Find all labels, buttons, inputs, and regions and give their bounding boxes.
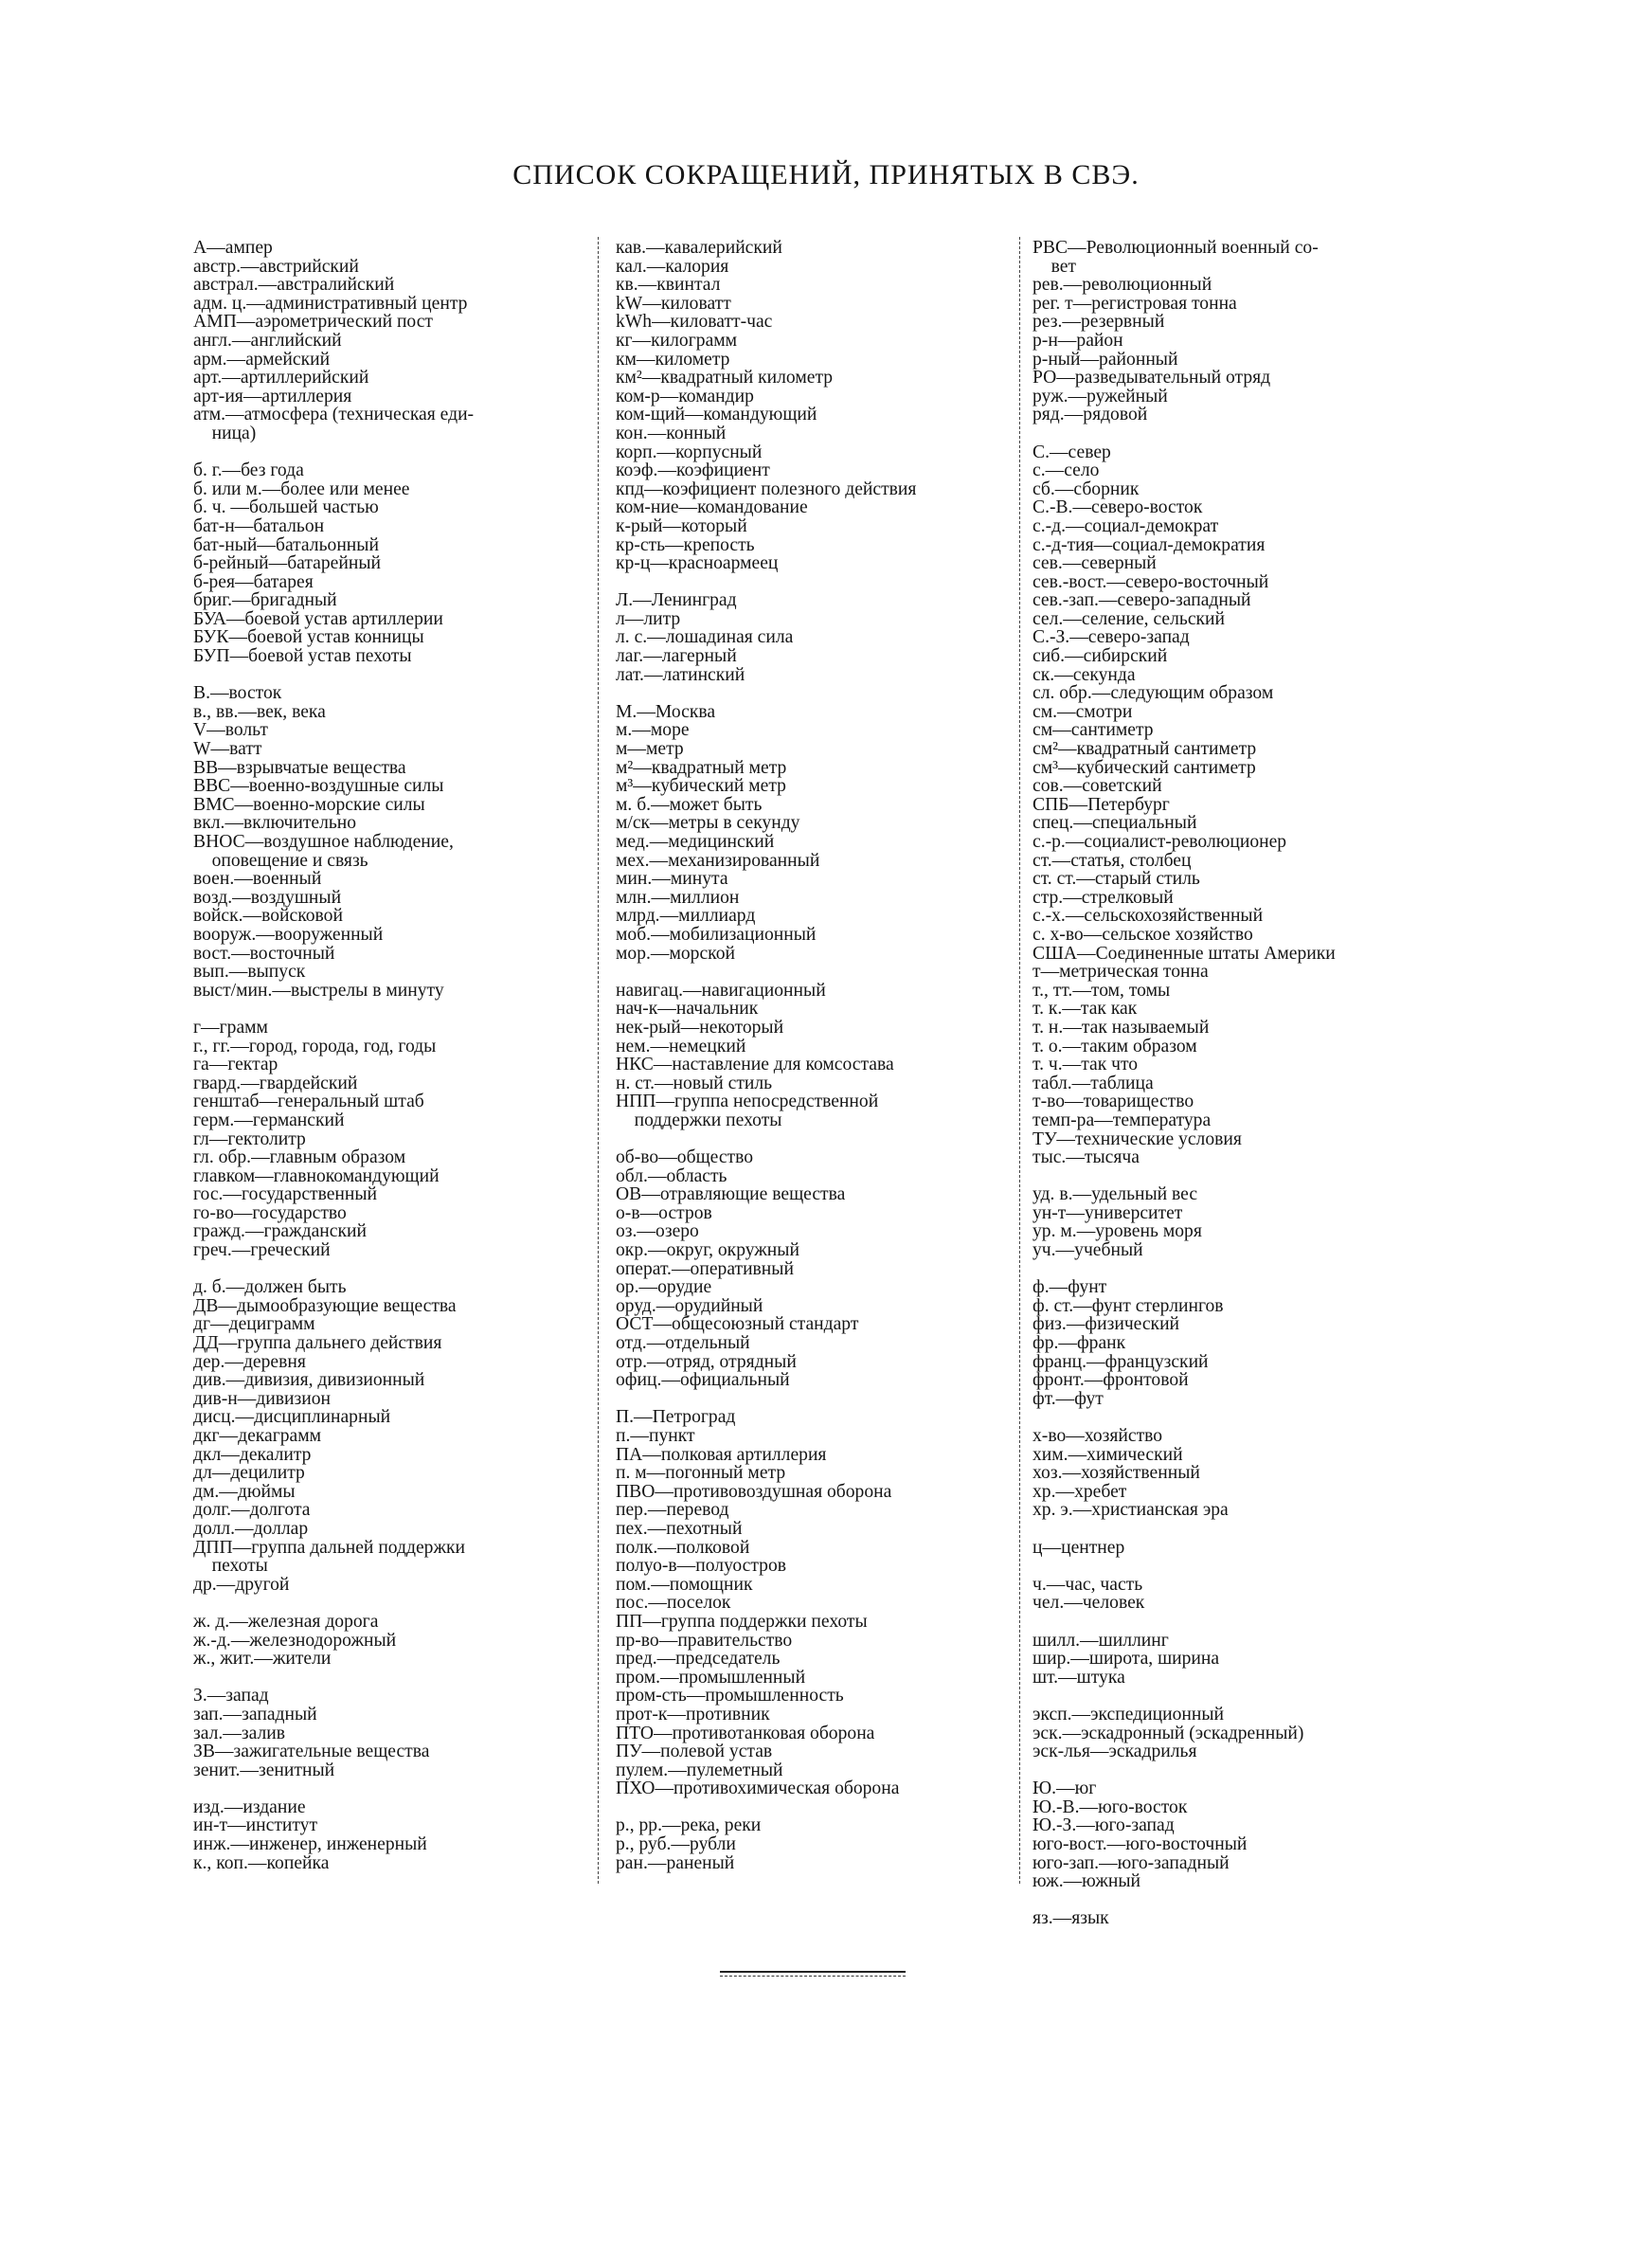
abbreviation-entry: л—литр <box>616 608 681 629</box>
abbreviation-entry: кг—килограмм <box>616 330 738 351</box>
abbreviation-entry: б. г.—без года <box>193 460 304 481</box>
abbreviation-entry: нач-к—начальник <box>616 999 759 1020</box>
abbreviation-entry: греч.—греческий <box>193 1240 331 1261</box>
abbreviation-group <box>1032 1278 1449 1408</box>
abbreviation-entry: бриг.—бригадный <box>193 590 337 611</box>
abbreviation-entry: с.-д.—социал-демократ <box>1032 515 1219 536</box>
abbreviation-column-1 <box>193 239 582 1872</box>
abbreviation-entry: ск.—секунда <box>1032 664 1136 685</box>
abbreviation-entry: ВВ—взрывчатые вещества <box>193 757 406 778</box>
abbreviation-entry: ПУ—полевой устав <box>616 1742 773 1762</box>
abbreviation-group <box>616 1408 1014 1797</box>
abbreviation-entry: хр. э.—христианская эра <box>1032 1500 1229 1521</box>
abbreviation-column-3 <box>1032 239 1449 1928</box>
abbreviation-entry: операт.—оперативный <box>616 1258 794 1279</box>
abbreviation-entry: М.—Москва <box>616 701 716 722</box>
abbreviation-entry: ст. ст.—старый стиль <box>1032 869 1200 890</box>
abbreviation-entry: к., коп.—копейка <box>193 1852 330 1873</box>
abbreviation-entry: уд. в.—удельный вес <box>1032 1184 1198 1205</box>
abbreviation-entry: чел.—человек <box>1032 1593 1145 1614</box>
abbreviation-entry: ДВ—дымообразующие вещества <box>193 1295 457 1316</box>
abbreviation-entry: хоз.—хозяйственный <box>1032 1463 1200 1484</box>
abbreviation-entry: с.-х.—сельскохозяйственный <box>1032 906 1264 927</box>
abbreviation-entry: НПП—группа непосредственной <box>616 1092 879 1112</box>
abbreviation-entry: главком—главнокомандующий <box>193 1165 440 1186</box>
abbreviation-entry: отд.—отдельный <box>616 1333 750 1354</box>
abbreviation-entry: ц—центнер <box>1032 1537 1125 1558</box>
abbreviation-entry: изд.—издание <box>193 1797 306 1817</box>
abbreviation-entry: навигац.—навигационный <box>616 980 826 1001</box>
abbreviation-entry: ПХО—противохимическая оборона <box>616 1779 900 1799</box>
abbreviation-entry: див-н—дивизион <box>193 1388 332 1409</box>
abbreviation-entry: ряд.—рядовой <box>1032 405 1148 425</box>
abbreviation-entry: ф.—фунт <box>1032 1277 1107 1298</box>
abbreviation-entry: га—гектар <box>193 1055 278 1075</box>
abbreviation-group <box>193 1613 582 1669</box>
abbreviation-entry: нем.—немецкий <box>616 1036 746 1056</box>
abbreviation-entry: ПА—полковая артиллерия <box>616 1444 827 1465</box>
abbreviation-entry: пром-сть—промышленность <box>616 1686 844 1706</box>
abbreviation-group <box>616 1816 1014 1872</box>
abbreviation-entry: сов.—советский <box>1032 776 1162 797</box>
abbreviation-entry: вып.—выпуск <box>193 962 306 983</box>
abbreviation-entry: ВМС—военно-морские силы <box>193 794 425 815</box>
abbreviation-entry: р-н—район <box>1032 330 1123 351</box>
abbreviation-entry: сиб.—сибирский <box>1032 646 1168 667</box>
abbreviation-group <box>616 982 1014 1130</box>
abbreviation-entry: оповещение и связь <box>193 850 368 871</box>
abbreviation-entry: вост.—восточный <box>193 943 335 964</box>
abbreviation-entry: нек-рый—некоторый <box>616 1017 784 1038</box>
page-title: СПИСОК СОКРАЩЕНИЙ, ПРИНЯТЫХ В СВЭ. <box>512 159 1140 190</box>
abbreviation-entry: АМП—аэрометрический пост <box>193 312 433 333</box>
abbreviation-column-2 <box>616 239 1014 1872</box>
abbreviation-entry: ор.—орудие <box>616 1277 712 1298</box>
abbreviation-entry: ур. м.—уровень моря <box>1032 1221 1202 1242</box>
abbreviation-entry: сев.—северный <box>1032 553 1157 574</box>
abbreviation-entry: V—вольт <box>193 720 268 741</box>
abbreviation-entry: див.—дивизия, дивизионный <box>193 1370 425 1391</box>
abbreviation-group <box>193 1278 582 1594</box>
abbreviation-entry: ф. ст.—фунт стерлингов <box>1032 1295 1224 1316</box>
abbreviation-entry: б-рейный—батарейный <box>193 553 381 574</box>
abbreviation-entry: герм.—германский <box>193 1110 345 1130</box>
abbreviation-entry: ран.—раненый <box>616 1852 735 1873</box>
abbreviation-entry: т. о.—таким образом <box>1032 1036 1197 1056</box>
abbreviation-entry: воен.—военный <box>193 869 322 890</box>
abbreviation-entry: б. ч. —большей частью <box>193 497 379 518</box>
abbreviation-entry: руж.—ружейный <box>1032 386 1168 406</box>
abbreviation-group <box>1032 443 1449 1167</box>
abbreviation-group <box>1032 1427 1449 1520</box>
abbreviation-entry: с.-р.—социалист-революционер <box>1032 832 1287 852</box>
abbreviation-entry: пред.—председатель <box>616 1649 781 1670</box>
abbreviation-entry: пулем.—пулеметный <box>616 1760 783 1780</box>
abbreviation-entry: ч.—час, часть <box>1032 1574 1143 1595</box>
abbreviation-entry: лаг.—лагерный <box>616 646 737 667</box>
abbreviation-entry: kWh—киловатт-час <box>616 312 773 333</box>
abbreviation-entry: выст/мин.—выстрелы в минуту <box>193 980 444 1001</box>
abbreviation-entry: окр.—округ, окружный <box>616 1240 799 1261</box>
abbreviation-entry: кон.—конный <box>616 423 727 443</box>
abbreviation-entry: стр.—стрелковый <box>1032 887 1174 908</box>
abbreviation-group <box>193 1019 582 1260</box>
abbreviation-entry: БУА—боевой устав артиллерии <box>193 608 443 629</box>
abbreviation-entry: тыс.—тысяча <box>1032 1147 1140 1168</box>
abbreviation-entry: см.—смотри <box>1032 701 1133 722</box>
abbreviation-entry: бат-ный—батальонный <box>193 534 379 555</box>
abbreviation-entry: ун-т—университет <box>1032 1202 1183 1223</box>
abbreviation-entry: о-в—остров <box>616 1202 712 1223</box>
abbreviation-entry: арт.—артиллерийский <box>193 368 369 388</box>
abbreviation-entry: Л.—Ленинград <box>616 590 737 611</box>
abbreviation-entry: прот-к—противник <box>616 1704 770 1724</box>
abbreviation-group <box>1032 1779 1449 1891</box>
abbreviation-entry: австрал.—австралийский <box>193 275 395 296</box>
abbreviation-entry: кав.—кавалерийский <box>616 238 782 258</box>
abbreviation-entry: Ю.—юг <box>1032 1779 1097 1799</box>
abbreviation-entry: сл. обр.—следующим образом <box>1032 683 1274 704</box>
abbreviation-entry: яз.—язык <box>1032 1908 1109 1929</box>
abbreviation-entry: м.—море <box>616 720 690 741</box>
abbreviation-entry: сев.-вост.—северо-восточный <box>1032 571 1269 592</box>
abbreviation-entry: ж. д.—железная дорога <box>193 1611 379 1632</box>
abbreviation-entry: генштаб—генеральный штаб <box>193 1092 424 1112</box>
abbreviation-entry: хим.—химический <box>1032 1444 1183 1465</box>
abbreviation-entry: эск-лья—эскадрилья <box>1032 1742 1197 1762</box>
abbreviation-entry: БУП—боевой устав пехоты <box>193 646 412 667</box>
abbreviation-entry: П.—Петроград <box>616 1407 736 1428</box>
abbreviation-entry: в., вв.—век, века <box>193 701 326 722</box>
abbreviation-group <box>1032 1909 1449 1928</box>
abbreviation-entry: рег. т—регистровая тонна <box>1032 293 1237 314</box>
abbreviation-entry: мин.—минута <box>616 869 728 890</box>
abbreviation-entry: З.—запад <box>193 1686 269 1706</box>
abbreviation-entry: США—Соединенные штаты Америки <box>1032 943 1336 964</box>
abbreviation-entry: кр-сть—крепость <box>616 534 755 555</box>
abbreviation-entry: мед.—медицинский <box>616 832 775 852</box>
abbreviation-entry: атм.—атмосфера (техническая еди- <box>193 405 475 425</box>
abbreviation-entry: ж.-д.—железнодорожный <box>193 1630 397 1651</box>
abbreviation-entry: фронт.—фронтовой <box>1032 1370 1189 1391</box>
abbreviation-entry: т—метрическая тонна <box>1032 962 1209 983</box>
abbreviation-entry: обл.—область <box>616 1165 727 1186</box>
abbreviation-entry: НКС—наставление для комсостава <box>616 1055 894 1075</box>
abbreviation-entry: ОСТ—общесоюзный стандарт <box>616 1314 859 1335</box>
abbreviation-entry: зенит.—зенитный <box>193 1760 335 1780</box>
abbreviation-entry: ж., жит.—жители <box>193 1649 332 1670</box>
abbreviation-entry: т-во—товарищество <box>1032 1092 1194 1112</box>
abbreviation-entry: физ.—физический <box>1032 1314 1180 1335</box>
abbreviation-entry: долл.—доллар <box>193 1518 309 1539</box>
abbreviation-entry: франц.—французский <box>1032 1351 1209 1372</box>
abbreviation-entry: кал.—калория <box>616 256 729 277</box>
abbreviation-entry: хр.—хребет <box>1032 1481 1127 1502</box>
abbreviation-entry: дл—децилитр <box>193 1463 305 1484</box>
abbreviation-entry: с. х-во—сельское хозяйство <box>1032 924 1253 945</box>
abbreviation-entry: С.-З.—северо-запад <box>1032 627 1190 648</box>
abbreviation-entry: ница) <box>193 423 257 443</box>
abbreviation-entry: РВС—Революционный военный со- <box>1032 238 1319 258</box>
abbreviation-entry: пехоты <box>193 1556 268 1577</box>
abbreviation-entry: англ.—английский <box>193 330 342 351</box>
abbreviation-entry: с.-д-тия—социал-демократия <box>1032 534 1266 555</box>
abbreviation-entry: вооруж.—вооруженный <box>193 924 384 945</box>
abbreviation-entry: ДПП—группа дальней поддержки <box>193 1537 466 1558</box>
abbreviation-entry: гражд.—гражданский <box>193 1221 367 1242</box>
abbreviation-entry: арм.—армейский <box>193 349 331 370</box>
abbreviation-entry: р., рр.—река, реки <box>616 1815 762 1836</box>
abbreviation-entry: табл.—таблица <box>1032 1073 1154 1093</box>
abbreviation-group <box>1032 1539 1449 1558</box>
abbreviation-entry: уч.—учебный <box>1032 1240 1143 1261</box>
abbreviation-group <box>616 703 1014 963</box>
abbreviation-group <box>616 239 1014 573</box>
abbreviation-entry: юго-вост.—юго-восточный <box>1032 1834 1248 1855</box>
abbreviation-entry: км²—квадратный километр <box>616 368 834 388</box>
abbreviation-entry: лат.—латинский <box>616 664 745 685</box>
abbreviation-entry: п. м—погонный метр <box>616 1463 786 1484</box>
abbreviation-group <box>1032 239 1449 424</box>
abbreviation-entry: kW—киловатт <box>616 293 731 314</box>
abbreviation-entry: корп.—корпусный <box>616 442 763 462</box>
abbreviation-entry: офиц.—официальный <box>616 1370 790 1391</box>
abbreviation-entry: дм.—дюймы <box>193 1481 296 1502</box>
abbreviation-entry: млн.—миллион <box>616 887 740 908</box>
abbreviation-entry: А—ампер <box>193 238 273 258</box>
abbreviation-entry: коэф.—коэфициент <box>616 460 770 481</box>
abbreviation-entry: шир.—широта, ширина <box>1032 1649 1220 1670</box>
abbreviation-entry: м²—квадратный метр <box>616 757 787 778</box>
abbreviation-entry: м. б.—может быть <box>616 794 763 815</box>
abbreviation-entry: пром.—промышленный <box>616 1667 806 1688</box>
abbreviation-entry: пер.—перевод <box>616 1500 729 1521</box>
column-divider <box>1019 237 1020 1884</box>
abbreviation-entry: Ю.-В.—юго-восток <box>1032 1797 1188 1817</box>
abbreviation-entry: л. с.—лошадиная сила <box>616 627 794 648</box>
abbreviation-entry: д. б.—должен быть <box>193 1277 347 1298</box>
abbreviation-group <box>1032 1706 1449 1761</box>
abbreviation-entry: рез.—резервный <box>1032 312 1165 333</box>
abbreviation-entry: го-во—государство <box>193 1202 347 1223</box>
abbreviation-entry: пех.—пехотный <box>616 1518 743 1539</box>
abbreviation-entry: мех.—механизированный <box>616 850 820 871</box>
abbreviation-entry: ДД—группа дальнего действия <box>193 1333 442 1354</box>
abbreviation-entry: х-во—хозяйство <box>1032 1426 1163 1446</box>
abbreviation-entry: адм. ц.—административный центр <box>193 293 468 314</box>
abbreviation-group <box>193 239 582 443</box>
abbreviation-entry: ком-ние—командование <box>616 497 808 518</box>
abbreviation-entry: сев.-зап.—северо-западный <box>1032 590 1251 611</box>
abbreviation-entry: сел.—селение, сельский <box>1032 608 1226 629</box>
abbreviation-entry: моб.—мобилизационный <box>616 924 817 945</box>
abbreviation-entry: дисц.—дисциплинарный <box>193 1407 391 1428</box>
abbreviation-entry: б-рея—батарея <box>193 571 314 592</box>
abbreviation-entry: р., руб.—рубли <box>616 1834 736 1855</box>
abbreviation-entry: т. н.—так называемый <box>1032 1017 1210 1038</box>
abbreviation-entry: оруд.—орудийный <box>616 1295 763 1316</box>
abbreviation-entry: гл. обр.—главным образом <box>193 1147 406 1168</box>
abbreviation-entry: оз.—озеро <box>616 1221 699 1242</box>
abbreviation-entry: вкл.—включительно <box>193 813 357 834</box>
abbreviation-entry: т. к.—так как <box>1032 999 1138 1020</box>
abbreviation-entry: шт.—штука <box>1032 1667 1125 1688</box>
abbreviation-entry: спец.—специальный <box>1032 813 1197 834</box>
abbreviation-entry: зап.—западный <box>193 1704 317 1724</box>
abbreviation-entry: СПБ—Петербург <box>1032 794 1170 815</box>
abbreviation-entry: ЗВ—зажигательные вещества <box>193 1742 430 1762</box>
abbreviation-entry: дкг—декаграмм <box>193 1426 322 1446</box>
abbreviation-entry: см²—квадратный сантиметр <box>1032 739 1257 760</box>
abbreviation-entry: арт-ия—артиллерия <box>193 386 352 406</box>
abbreviation-entry: об-во—общество <box>616 1147 754 1168</box>
abbreviation-entry: млрд.—миллиард <box>616 906 756 927</box>
abbreviation-entry: км—километр <box>616 349 730 370</box>
abbreviation-entry: ком-щий—командующий <box>616 405 817 425</box>
abbreviation-entry: б. или м.—более или менее <box>193 478 410 499</box>
abbreviation-entry: возд.—воздушный <box>193 887 342 908</box>
abbreviation-entry: С.-В.—северо-восток <box>1032 497 1203 518</box>
abbreviation-entry: пос.—поселок <box>616 1593 731 1614</box>
abbreviation-entry: т. ч.—так что <box>1032 1055 1139 1075</box>
abbreviation-entry: н. ст.—новый стиль <box>616 1073 773 1093</box>
abbreviation-entry: р-ный—районный <box>1032 349 1178 370</box>
abbreviation-entry: войск.—войсковой <box>193 906 343 927</box>
abbreviation-entry: ком-р—командир <box>616 386 754 406</box>
abbreviation-entry: см³—кубический сантиметр <box>1032 757 1256 778</box>
abbreviation-entry: к-рый—который <box>616 515 747 536</box>
abbreviation-entry: эск.—эскадронный (эскадренный) <box>1032 1723 1304 1743</box>
abbreviation-group <box>193 1687 582 1779</box>
abbreviation-entry: пр-во—правительство <box>616 1630 793 1651</box>
abbreviation-entry: ПВО—противовоздушная оборона <box>616 1481 892 1502</box>
abbreviation-entry: отр.—отряд, отрядный <box>616 1351 797 1372</box>
abbreviation-entry: ОВ—отравляющие вещества <box>616 1184 846 1205</box>
abbreviation-group <box>616 591 1014 684</box>
abbreviation-entry: эксп.—экспедиционный <box>1032 1704 1225 1724</box>
abbreviation-entry: полк.—полковой <box>616 1537 750 1558</box>
abbreviation-entry: т., тт.—том, томы <box>1032 980 1171 1001</box>
abbreviation-entry: дг—дециграмм <box>193 1314 315 1335</box>
abbreviation-entry: инж.—инженер, инженерный <box>193 1834 427 1855</box>
end-rule <box>720 1971 906 1977</box>
abbreviation-entry: В.—восток <box>193 683 282 704</box>
abbreviation-entry: м—метр <box>616 739 684 760</box>
abbreviation-entry: ПТО—противотанковая оборона <box>616 1723 875 1743</box>
abbreviation-entry: п.—пункт <box>616 1426 695 1446</box>
abbreviation-entry: г., гг.—город, города, год, годы <box>193 1036 437 1056</box>
abbreviation-entry: ин-т—институт <box>193 1815 318 1836</box>
abbreviation-entry: ТУ—технические условия <box>1032 1128 1242 1149</box>
abbreviation-entry: РО—разведывательный отряд <box>1032 368 1271 388</box>
abbreviation-entry: кр-ц—красноармеец <box>616 553 779 574</box>
abbreviation-entry: сб.—сборник <box>1032 478 1140 499</box>
column-divider <box>598 237 599 1884</box>
abbreviation-entry: кпд—коэфициент полезного действия <box>616 478 917 499</box>
abbreviation-entry: полуо-в—полуостров <box>616 1556 787 1577</box>
abbreviation-entry: долг.—долгота <box>193 1500 311 1521</box>
abbreviation-group <box>1032 1632 1449 1688</box>
abbreviation-entry: фт.—фут <box>1032 1388 1104 1409</box>
abbreviation-entry: др.—другой <box>193 1574 290 1595</box>
abbreviation-entry: г—грамм <box>193 1017 268 1038</box>
abbreviation-entry: австр.—австрийский <box>193 256 359 277</box>
abbreviation-entry: поддержки пехоты <box>616 1110 782 1130</box>
abbreviation-entry: м/ск—метры в секунду <box>616 813 800 834</box>
abbreviation-group <box>1032 1576 1449 1613</box>
abbreviation-group <box>1032 1185 1449 1259</box>
abbreviation-entry: гвард.—гвардейский <box>193 1073 358 1093</box>
abbreviation-entry: с.—село <box>1032 460 1100 481</box>
abbreviation-entry: мор.—морской <box>616 943 735 964</box>
abbreviation-entry: ПП—группа поддержки пехоты <box>616 1611 868 1632</box>
abbreviation-entry: С.—север <box>1032 442 1111 462</box>
abbreviation-entry: W—ватт <box>193 739 262 760</box>
abbreviation-entry: ВНОС—воздушное наблюдение, <box>193 832 454 852</box>
abbreviation-group <box>193 684 582 1000</box>
abbreviation-entry: дер.—деревня <box>193 1351 306 1372</box>
abbreviation-entry: ВВС—военно-воздушные силы <box>193 776 444 797</box>
abbreviation-entry: БУК—боевой устав конницы <box>193 627 424 648</box>
abbreviation-entry: пом.—помощник <box>616 1574 753 1595</box>
abbreviation-entry: дкл—декалитр <box>193 1444 312 1465</box>
abbreviation-entry: шилл.—шиллинг <box>1032 1630 1169 1651</box>
abbreviation-entry: гл—гектолитр <box>193 1128 306 1149</box>
abbreviation-entry: юж.—южный <box>1032 1871 1141 1892</box>
abbreviation-entry: темп-ра—температура <box>1032 1110 1212 1130</box>
abbreviation-group <box>193 461 582 666</box>
abbreviation-entry: вет <box>1032 256 1076 277</box>
abbreviation-entry: кв.—квинтал <box>616 275 721 296</box>
abbreviation-entry: рев.—революционный <box>1032 275 1212 296</box>
abbreviation-entry: см—сантиметр <box>1032 720 1154 741</box>
abbreviation-entry: бат-н—батальон <box>193 515 325 536</box>
abbreviation-entry: гос.—государственный <box>193 1184 378 1205</box>
abbreviation-group <box>616 1148 1014 1390</box>
abbreviation-entry: фр.—франк <box>1032 1333 1126 1354</box>
abbreviation-group <box>193 1798 582 1872</box>
abbreviation-entry: юго-зап.—юго-западный <box>1032 1852 1230 1873</box>
abbreviation-entry: м³—кубический метр <box>616 776 786 797</box>
abbreviation-entry: Ю.-З.—юго-запад <box>1032 1815 1175 1836</box>
abbreviation-entry: ст.—статья, столбец <box>1032 850 1192 871</box>
abbreviation-entry: зал.—залив <box>193 1723 286 1743</box>
